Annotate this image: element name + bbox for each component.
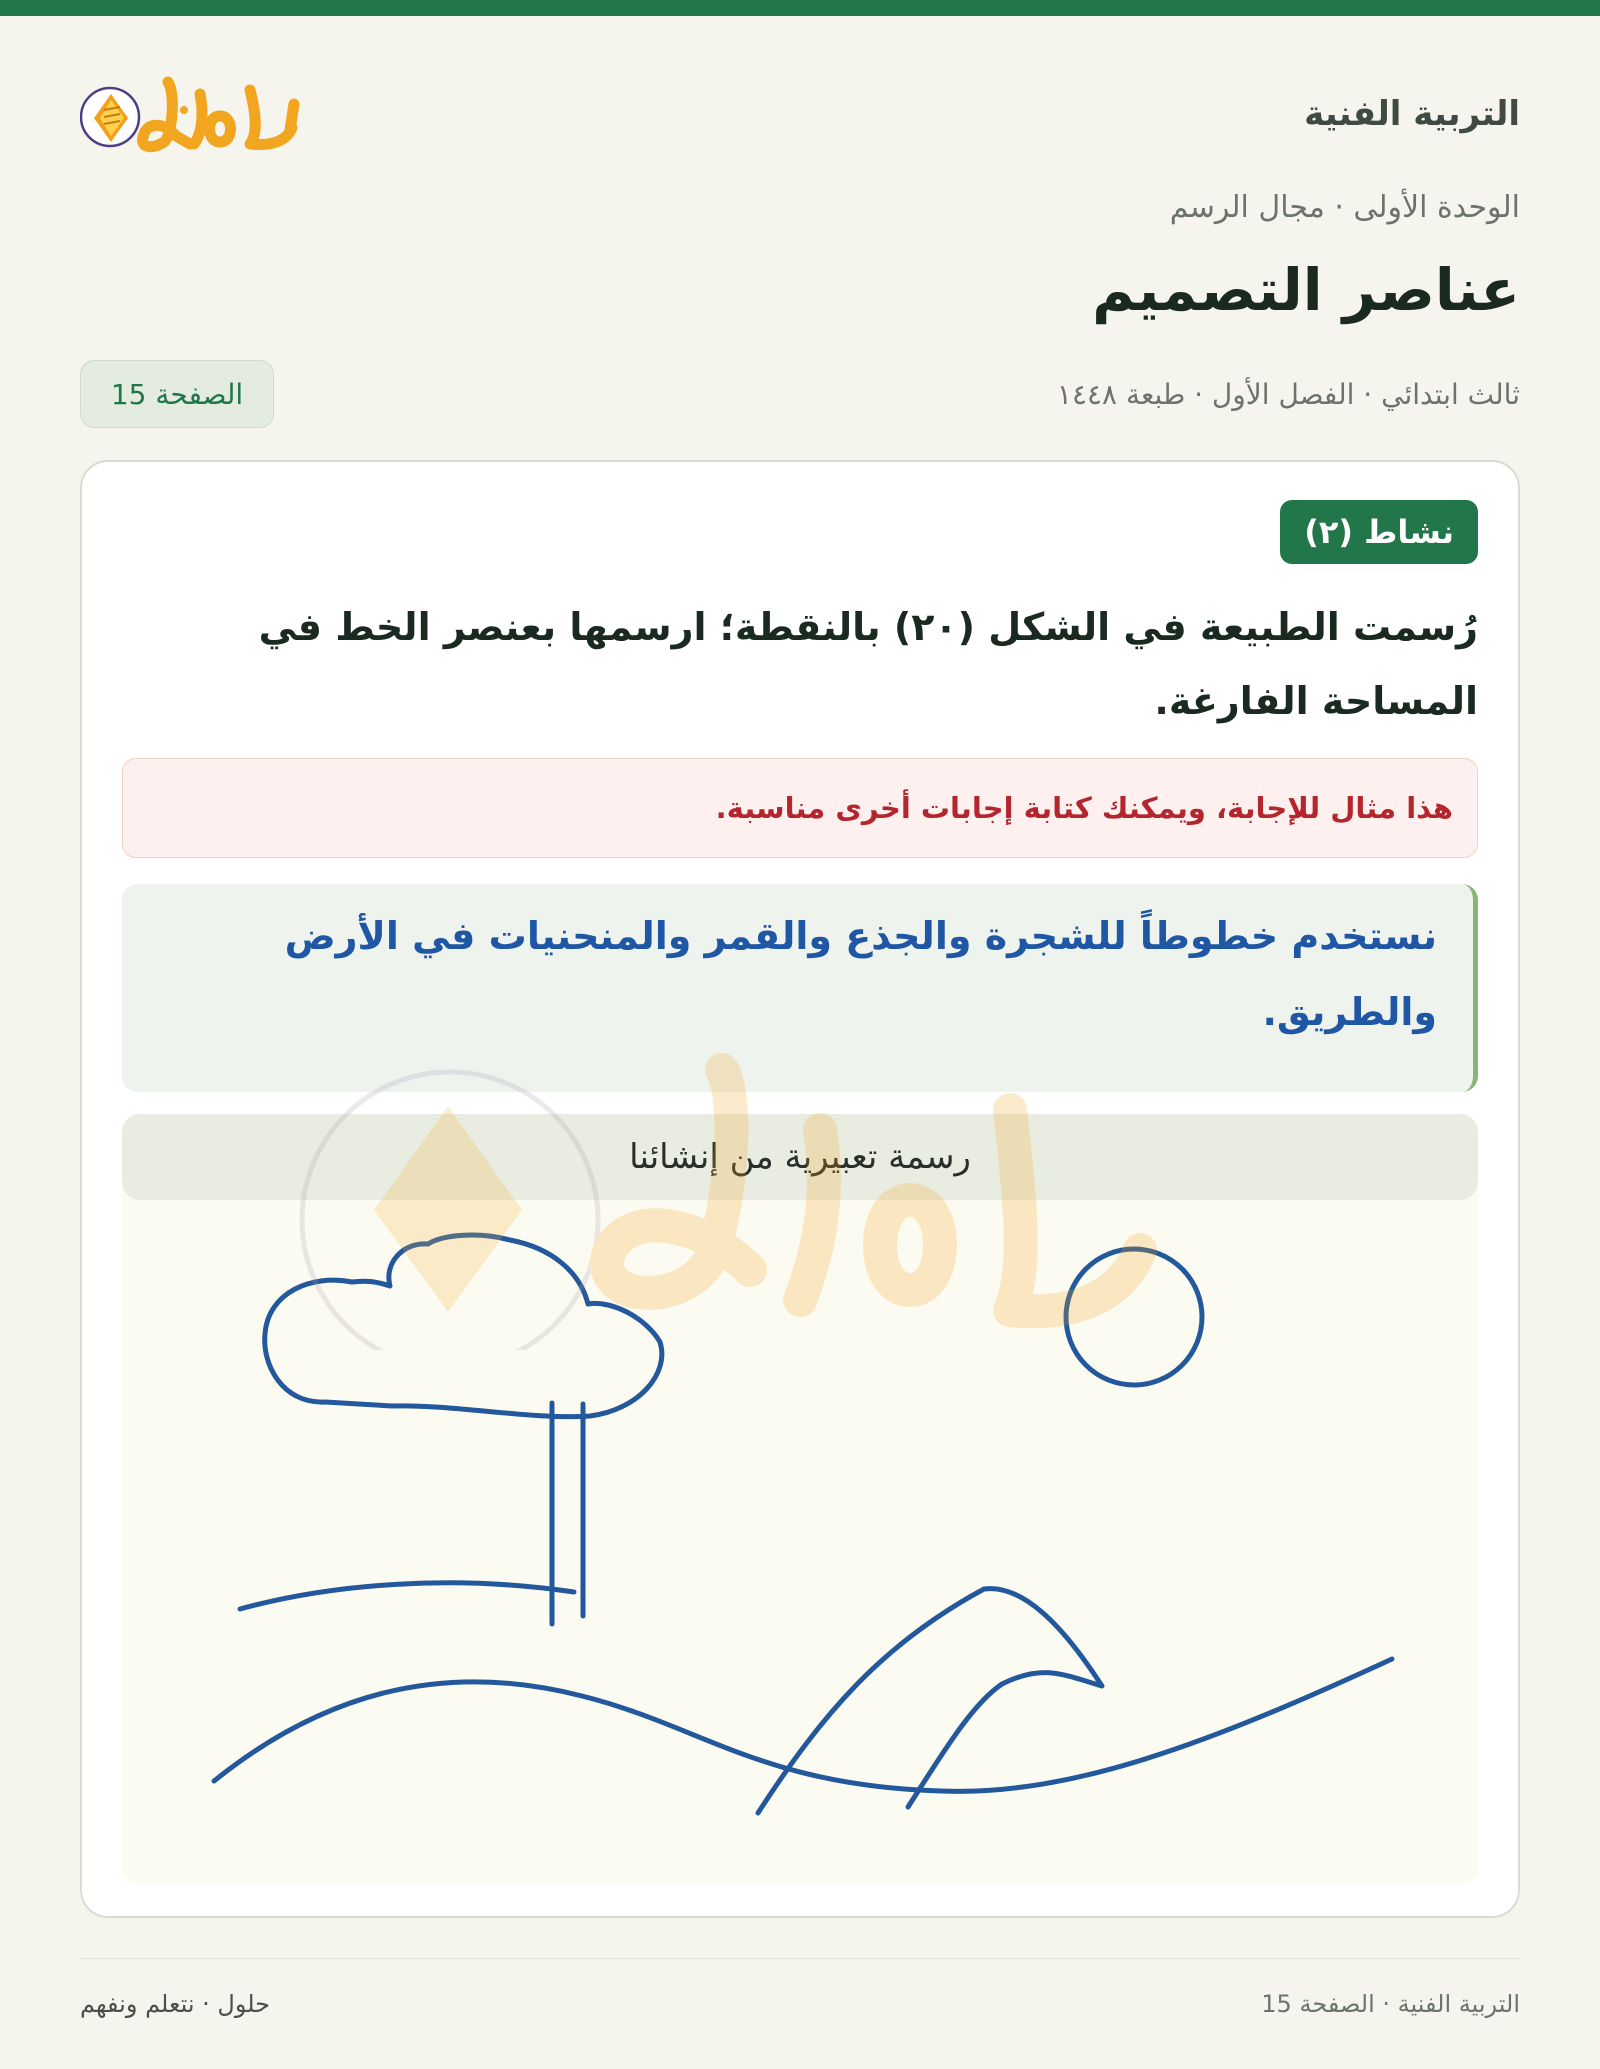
footer-divider	[80, 1958, 1520, 1959]
footer-brand: حلول · نتعلم ونفهم	[80, 1990, 270, 2018]
footer-page-info: التربية الفنية · الصفحة 15	[1261, 1990, 1520, 2018]
book-diamond-icon	[80, 64, 330, 168]
lesson-title: عناصر التصميم	[1092, 256, 1520, 324]
road-left-line	[758, 1589, 1102, 1813]
ground-wave-line	[214, 1659, 1392, 1791]
ground-hill-line	[240, 1583, 574, 1609]
subject-title: التربية الفنية	[1304, 94, 1520, 134]
drawing-caption: رسمة تعبيرية من إنشائنا	[122, 1114, 1478, 1200]
activity-question: رُسمت الطبيعة في الشكل (٢٠) بالنقطة؛ ارسمها بعنصر الخط في المساحة الفارغة.	[258, 605, 1478, 723]
answer-box: نستخدم خطوطاً للشجرة والجذع والقمر والمنحنيات في الأرض والطريق.	[122, 884, 1478, 1092]
grade-meta: ثالث ابتدائي · الفصل الأول · طبعة ١٤٤٨	[1056, 378, 1520, 411]
watermark-logo	[210, 1010, 1260, 1350]
top-accent-bar	[0, 0, 1600, 16]
sample-answer-note: هذا مثال للإجابة، ويمكنك كتابة إجابات أخرى مناسبة.	[122, 758, 1478, 858]
page-number-badge: الصفحة 15	[80, 360, 274, 428]
activity-badge: نشاط (٢)	[1280, 500, 1478, 564]
hulul-logo	[80, 64, 330, 168]
unit-label: الوحدة الأولى · مجال الرسم	[1169, 190, 1520, 225]
